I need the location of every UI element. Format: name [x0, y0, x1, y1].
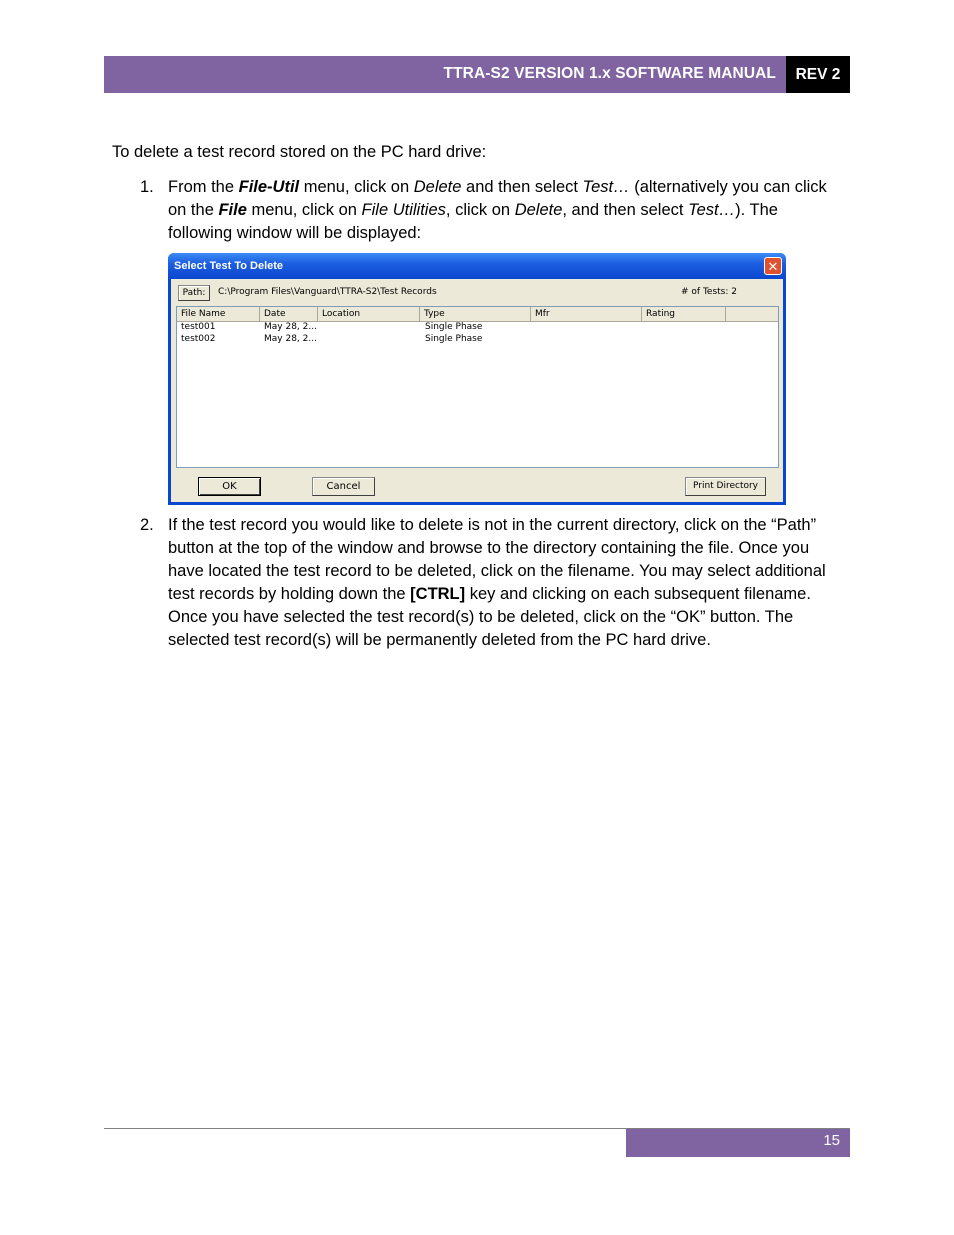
cell-type: Single Phase: [425, 322, 483, 332]
dialog-title-bar: [168, 253, 786, 279]
column-header-rating[interactable]: Rating: [642, 307, 726, 321]
path-button[interactable]: Path:: [178, 285, 210, 301]
cell-date: May 28, 2...: [264, 322, 317, 332]
cell-type: Single Phase: [425, 334, 483, 344]
emphasis-text: File-Util: [238, 178, 300, 196]
column-header-location[interactable]: Location: [318, 307, 420, 321]
step-number: 1.: [140, 178, 154, 196]
dialog-title: Select Test To Delete: [174, 260, 284, 272]
column-header-file-name[interactable]: File Name: [177, 307, 260, 321]
emphasis-text: [CTRL]: [410, 585, 466, 603]
cancel-button[interactable]: Cancel: [312, 477, 375, 496]
print-directory-button[interactable]: Print Directory: [685, 477, 766, 496]
step-text: If the test record you would like to delete is not in the current directory, click on the “Path” button at the top of the window and browse to the directory containing the file. Once you have located the test record to be deleted, click on the filename. You may select additional test records by holding down the [CTRL] key and clicking on each subsequent filename. Once you have selected the test record(s) to be deleted, click on the “OK” button. The selected test record(s) will be permanently deleted from the PC hard drive.: [168, 516, 826, 649]
test-count: # of Tests: 2: [681, 287, 737, 297]
test-list[interactable]: [176, 306, 779, 468]
path-value: C:\Program Files\Vanguard\TTRA-S2\Test Records: [218, 287, 437, 297]
page-number: 15: [823, 1132, 840, 1149]
emphasis-text: Test…: [582, 178, 630, 196]
step-number: 2.: [140, 516, 154, 534]
footer-band: [626, 1129, 850, 1157]
step-text: From the File-Util menu, click on Delete and then select Test… (alternatively you can click on the File menu, click on File Utilities, click on Delete, and then select Test…). The following window will be displayed:: [168, 178, 827, 242]
column-header-mfr[interactable]: Mfr: [531, 307, 642, 321]
header-band: [104, 56, 786, 93]
emphasis-text: File: [218, 201, 247, 219]
column-header-date[interactable]: Date: [260, 307, 318, 321]
close-icon[interactable]: ✕: [764, 257, 782, 275]
emphasis-text: Test…: [688, 201, 736, 219]
cell-file-name: test002: [181, 334, 216, 344]
manual-title: TTRA-S2 VERSION 1.x SOFTWARE MANUAL: [443, 65, 776, 82]
cell-file-name: test001: [181, 322, 216, 332]
emphasis-text: File Utilities: [361, 201, 446, 219]
select-test-dialog: [168, 253, 786, 505]
emphasis-text: Delete: [514, 201, 563, 219]
intro-text: To delete a test record stored on the PC hard drive:: [112, 143, 487, 161]
ok-button[interactable]: OK: [198, 477, 261, 496]
cell-date: May 28, 2...: [264, 334, 317, 344]
list-header: [177, 307, 779, 322]
emphasis-text: Delete: [413, 178, 462, 196]
revision-badge: REV 2: [786, 56, 850, 93]
dialog-client: [171, 279, 783, 502]
column-header-type[interactable]: Type: [420, 307, 531, 321]
